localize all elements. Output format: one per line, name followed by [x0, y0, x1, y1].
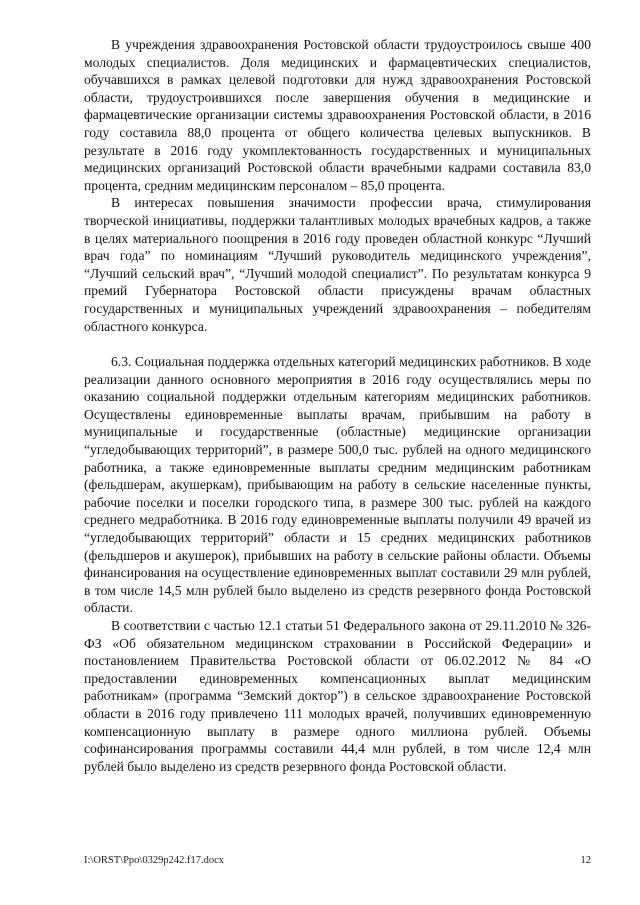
paragraph-social-support: 6.3. Социальная поддержка отдельных категорий медицинских работников. В ходе реализации данного основного мероприятия в 2016 году осуществлялись меры по оказанию социальной поддержки отдельным категориям медицинских работников. Осуществлены единовременные выплаты врачам, прибывшим на работу в муниципальные и государственные (областные) медицинские организации “угледобывающих территорий”, в размере 500,0 тыс. рублей на одного медицинского работника, а также единовременные выплаты средним медицинским работникам (фельдшерам, акушеркам), прибывающим на работу в сельские населенные пункты, рабочие поселки и поселки городского типа, в размере 300 тыс. рублей на каждого среднего медработника. В 2016 году единовременные выплаты получили 49 врачей из “угледобывающих территорий” области и 15 средних медицинских работников (фельдшеров и акушерок), прибывших на работу в сельские районы области. Объемы финансирования на осуществление единовременных выплат составили 29 млн рублей, в том числе 14,5 млн рублей было выделено из средств резервного фонда Ростовской области.: [84, 354, 591, 616]
paragraph-best-doctor-contest: В интересах повышения значимости профессии врача, стимулирования творческой инициативы, поддержки талантливых молодых врачебных кадров, а также в целях материального поощрения в 2016 году проведен областной конкурс “Лучший врач года” по номинациям “Лучший руководитель медицинского учреждения”, “Лучший сельский врач”, “Лучший молодой специалист”. По результатам конкурса 9 премий Губернатора Ростовской области присуждены врачам областных государственных и муниципальных учреждений здравоохранения – победителям областного конкурса.: [84, 195, 591, 334]
document-body: [84, 36, 591, 775]
page-number: 12: [580, 855, 591, 866]
footer-file-path: I:\ORST\Ppo\0329p242.f17.docx: [84, 855, 225, 866]
paragraph-zemsky-doctor: В соответствии с частью 12.1 статьи 51 Федерального закона от 29.11.2010 № 326-ФЗ «Об обязательном медицинском страховании в Российской Федерации» и постановлением Правительства Ростовской области от 06.02.2012 № 84 «О предоставлении единовременных компенсационных выплат медицинским работникам» (программа “Земский доктор”) в сельское здравоохранение Ростовской области в 2016 году привлечено 111 молодых врачей, получивших единовременную компенсационную выплату в размере одного миллиона рублей. Объемы софинансирования программы составили 44,4 млн рублей, в том числе 12,4 млн рублей было выделено из средств резервного фонда Ростовской области.: [84, 618, 591, 774]
section-gap: [84, 335, 591, 353]
paragraph-young-specialists: В учреждения здравоохранения Ростовской области трудоустроилось свыше 400 молодых специалистов. Доля медицинских и фармацевтических специалистов, обучавшихся в рамках целевой подготовки для нужд здравоохранения Ростовской области, трудоустроившихся после завершения обучения в медицинские и фармацевтические организации системы здравоохранения Ростовской области, в 2016 году составила 88,0 процента от общего количества целевых выпускников. В результате в 2016 году укомплектованность государственных и муниципальных медицинских организаций Ростовской области врачебными кадрами составила 83,0 процента, средним медицинским персоналом – 85,0 процента.: [84, 37, 591, 193]
